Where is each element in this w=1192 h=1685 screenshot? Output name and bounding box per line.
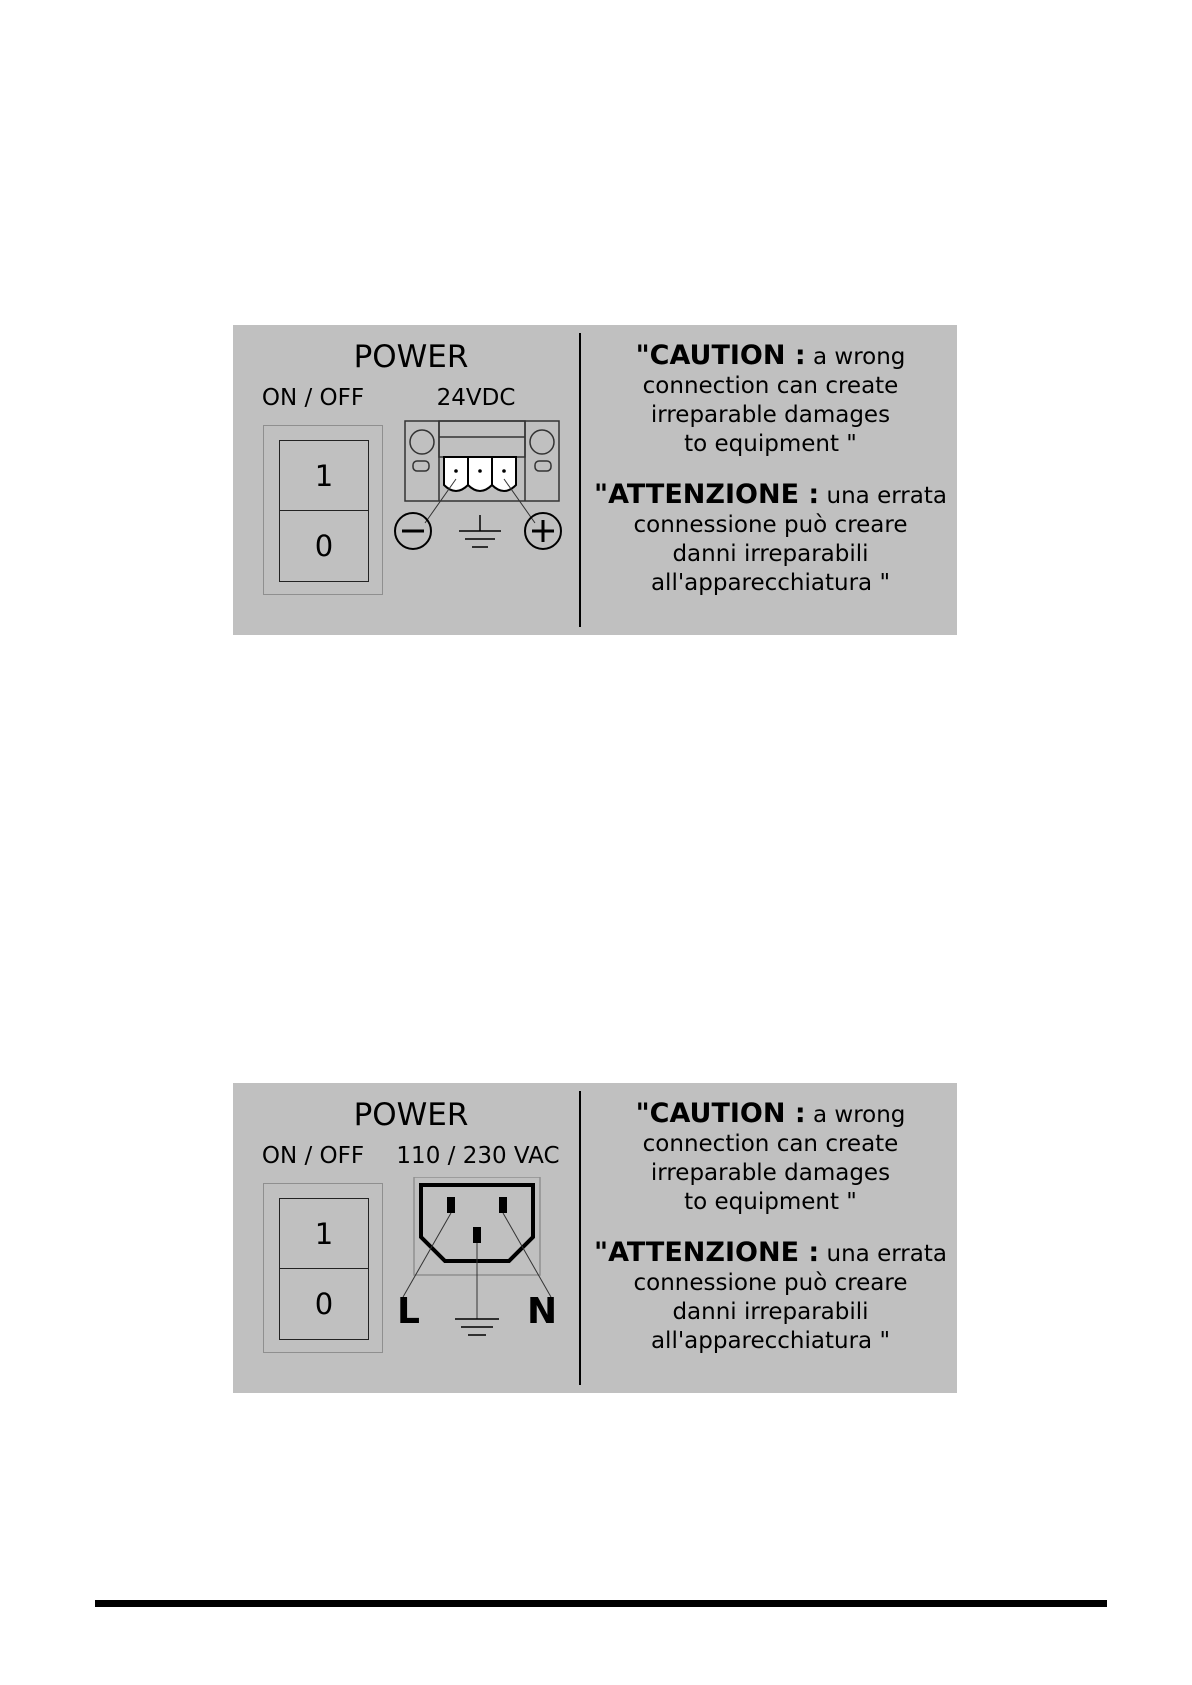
attenzione-line: danni irreparabili (672, 1299, 869, 1325)
attenzione-line: una errata (819, 1241, 947, 1267)
caution-line: to equipment " (684, 431, 857, 457)
caution-line: connection can create (642, 373, 899, 399)
switch-label: ON / OFF (261, 1143, 365, 1169)
vertical-divider (579, 333, 581, 627)
switch-on-mark: 1 (280, 1199, 368, 1269)
attenzione-line: connessione può creare (633, 1270, 908, 1296)
caution-line: irreparable damages (650, 1160, 891, 1186)
caution-line: connection can create (642, 1131, 899, 1157)
supply-label: 24VDC (436, 385, 516, 411)
caution-line: a wrong (805, 344, 906, 370)
caution-line: a wrong (805, 1102, 906, 1128)
power-title: POWER (353, 339, 469, 375)
dc-power-label (233, 325, 957, 635)
power-switch-icon (263, 425, 383, 595)
line-mark: L (397, 1291, 420, 1332)
caution-text-it (593, 480, 948, 598)
caution-text-en (593, 341, 948, 459)
attenzione-line: all'apparecchiatura " (650, 570, 891, 596)
rocker (279, 440, 369, 582)
switch-on-mark: 1 (280, 441, 368, 511)
ac-power-label (233, 1083, 957, 1393)
attenzione-heading: "ATTENZIONE : (594, 1237, 820, 1268)
caution-line: to equipment " (684, 1189, 857, 1215)
attenzione-line: danni irreparabili (672, 541, 869, 567)
caution-text-it (593, 1238, 948, 1356)
vertical-divider (579, 1091, 581, 1385)
attenzione-line: all'apparecchiatura " (650, 1328, 891, 1354)
switch-off-mark: 0 (314, 529, 334, 563)
attenzione-line: una errata (819, 483, 947, 509)
footer-rule (95, 1600, 1107, 1607)
caution-heading: "CAUTION : (635, 340, 806, 371)
switch-off-mark: 0 (314, 1287, 334, 1321)
caution-heading: "CAUTION : (635, 1098, 806, 1129)
attenzione-heading: "ATTENZIONE : (594, 479, 820, 510)
caution-line: irreparable damages (650, 402, 891, 428)
supply-label: 110 / 230 VAC (396, 1143, 560, 1169)
power-title: POWER (353, 1097, 469, 1133)
neutral-mark: N (527, 1291, 558, 1332)
rocker (279, 1198, 369, 1340)
caution-text-en (593, 1099, 948, 1217)
iec-inlet-icon (393, 1177, 563, 1377)
dc-terminal-block-icon (393, 419, 563, 559)
attenzione-line: connessione può creare (633, 512, 908, 538)
switch-label: ON / OFF (261, 385, 365, 411)
power-switch-icon (263, 1183, 383, 1353)
